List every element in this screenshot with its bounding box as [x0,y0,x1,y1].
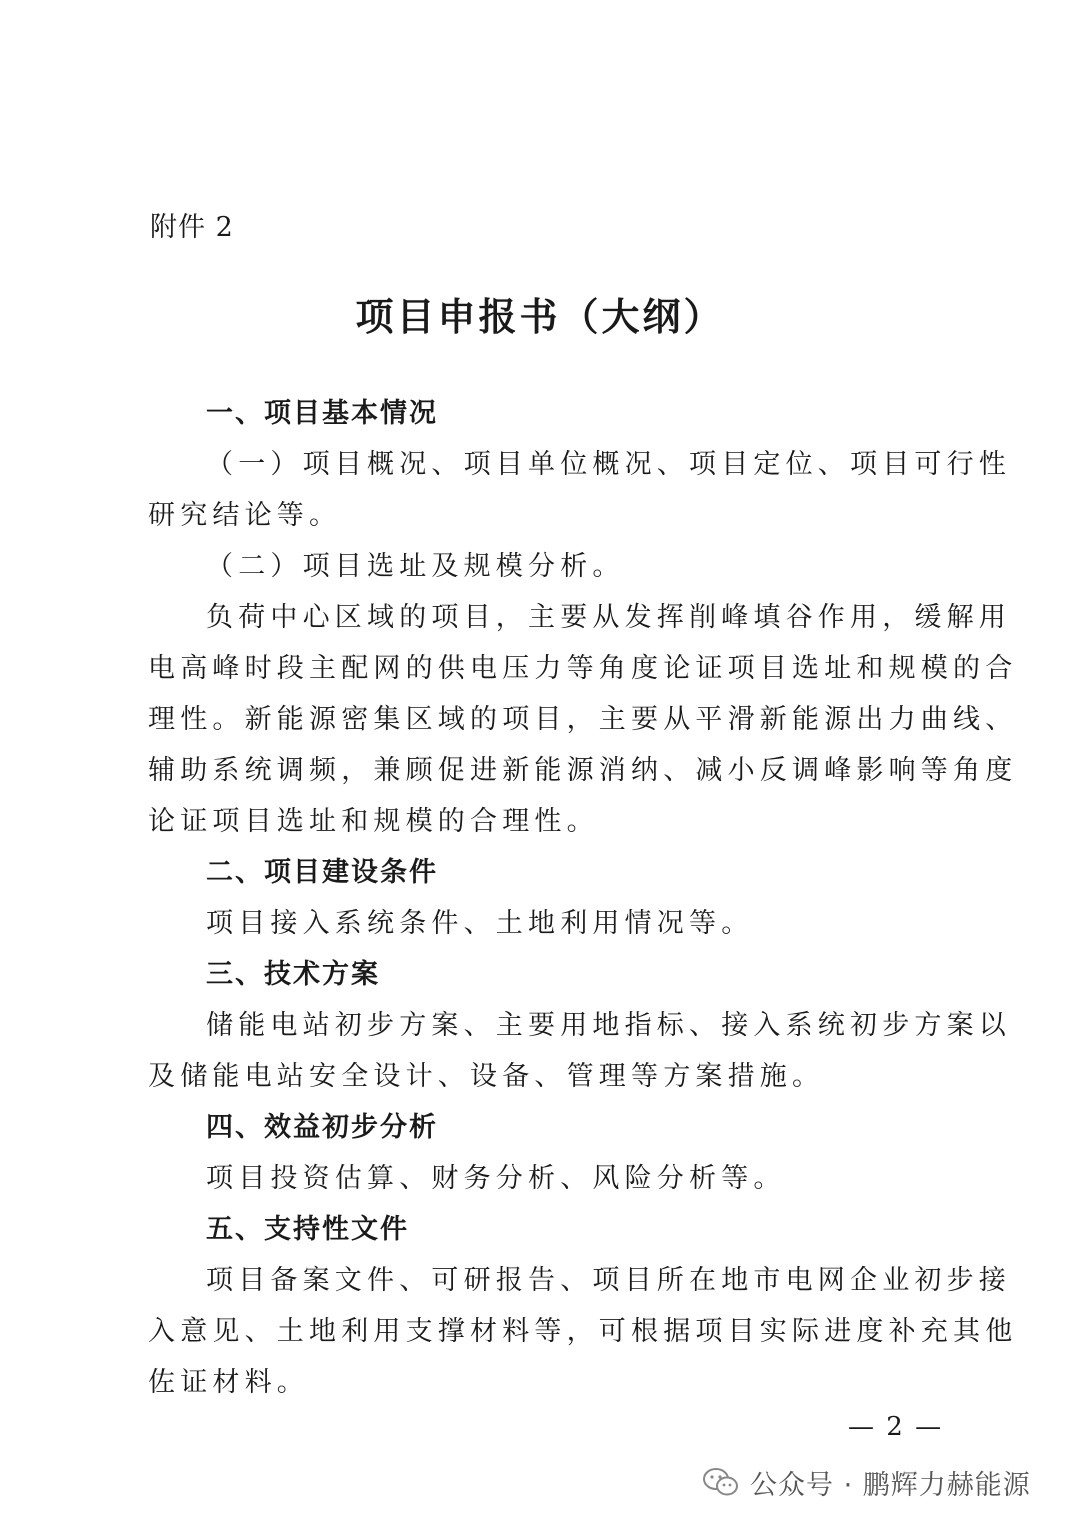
section-heading-2: 二、项目建设条件 [206,857,438,888]
section-heading-3: 三、技术方案 [206,959,380,990]
paragraph-line: 储能电站初步方案、主要用地指标、接入系统初步方案以 [206,1010,1011,1041]
section-heading-1: 一、项目基本情况 [206,398,438,429]
section-heading-5: 五、支持性文件 [206,1214,409,1245]
document-title: 项目申报书（大纲） [355,294,725,339]
paragraph-line: 研究结论等。 [148,500,342,531]
paragraph-line: 项目投资估算、财务分析、风险分析等。 [206,1163,786,1194]
paragraph-line: 佐证材料。 [148,1367,309,1398]
paragraph-line: 电高峰时段主配网的供电压力等角度论证项目选址和规模的合 [148,653,1018,684]
paragraph-line: 论证项目选址和规模的合理性。 [148,806,599,837]
watermark-text: 公众号 · 鹏辉力赫能源 [750,1469,1031,1501]
paragraph-line: 负荷中心区域的项目，主要从发挥削峰填谷作用，缓解用 [206,602,1011,633]
paragraph-line: 入意见、土地利用支撑材料等，可根据项目实际进度补充其他 [148,1316,1018,1347]
document-body [148,388,1018,1408]
paragraph-line: 辅助系统调频，兼顾促进新能源消纳、减小反调峰影响等角度 [148,755,1018,786]
wechat-icon [702,1466,740,1498]
wechat-watermark[interactable] [702,1460,1031,1504]
paragraph-line: 项目备案文件、可研报告、项目所在地市电网企业初步接 [206,1265,1011,1296]
page-number: — 2 — [848,1412,944,1442]
section-heading-4: 四、效益初步分析 [206,1112,438,1143]
paragraph-line: （二）项目选址及规模分析。 [206,551,625,582]
paragraph-line: （一）项目概况、项目单位概况、项目定位、项目可行性 [206,449,1011,480]
paragraph-line: 项目接入系统条件、土地利用情况等。 [206,908,754,939]
paragraph-line: 及储能电站安全设计、设备、管理等方案措施。 [148,1061,825,1092]
paragraph-line: 理性。新能源密集区域的项目，主要从平滑新能源出力曲线、 [148,704,1018,735]
attachment-label: 附件 2 [150,212,234,243]
